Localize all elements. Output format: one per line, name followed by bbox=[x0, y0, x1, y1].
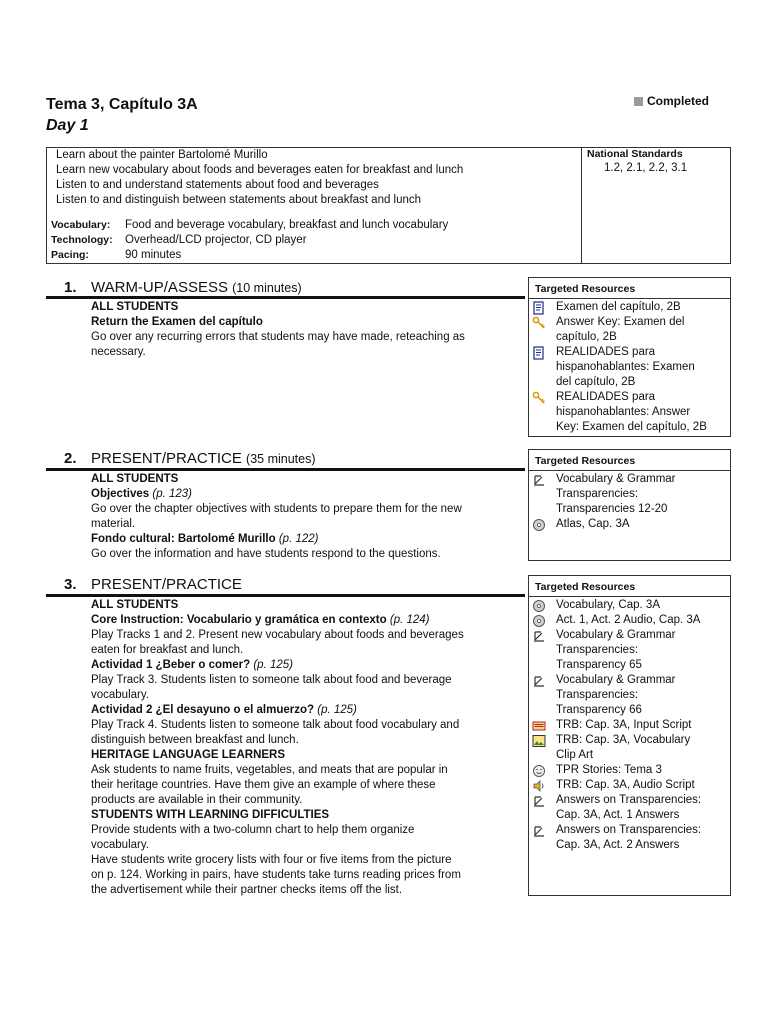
content-text: Play Tracks 1 and 2. Present new vocabulary about foods and beverages bbox=[91, 629, 464, 641]
section-3-rule bbox=[46, 594, 525, 597]
vocabulary-label: Vocabulary: bbox=[51, 219, 111, 231]
resource-line: Answer Key: Examen del bbox=[556, 316, 685, 328]
content-line bbox=[91, 778, 511, 793]
resource-line: Vocabulary & Grammar bbox=[556, 674, 676, 686]
objective-item: Learn new vocabulary about foods and beverages eaten for breakfast and lunch bbox=[56, 164, 464, 176]
resource-item[interactable] bbox=[532, 472, 728, 517]
resource-item[interactable] bbox=[532, 778, 728, 793]
resource-line: Cap. 3A, Act. 2 Answers bbox=[556, 839, 680, 851]
resource-text bbox=[556, 345, 695, 390]
content-line bbox=[91, 472, 511, 487]
resource-line: hispanohablantes: Examen bbox=[556, 361, 695, 373]
content-line bbox=[91, 643, 511, 658]
content-text: material. bbox=[91, 518, 136, 530]
objectives-divider bbox=[581, 147, 582, 264]
content-text: Go over the information and have students respond to the questions. bbox=[91, 548, 441, 560]
resource-text bbox=[556, 517, 630, 532]
resource-text bbox=[556, 300, 681, 315]
transparency-icon bbox=[532, 473, 546, 487]
document-icon bbox=[532, 301, 546, 315]
resource-text bbox=[556, 390, 707, 435]
resource-text bbox=[556, 778, 695, 793]
tpr-icon bbox=[532, 764, 546, 778]
section-3-resources-title: Targeted Resources bbox=[535, 581, 636, 593]
resource-line: Transparency 66 bbox=[556, 704, 642, 716]
resource-line: Transparency 65 bbox=[556, 659, 642, 671]
content-line bbox=[91, 688, 511, 703]
day-label: Day 1 bbox=[46, 117, 89, 134]
resource-line: del capítulo, 2B bbox=[556, 376, 636, 388]
section-1-title-text: WARM-UP/ASSESS bbox=[91, 279, 228, 296]
transparency-icon bbox=[532, 629, 546, 643]
content-text: products are available in their community. bbox=[91, 794, 303, 806]
section-1-resources-list bbox=[532, 300, 728, 435]
resource-line: hispanohablantes: Answer bbox=[556, 406, 691, 418]
content-line bbox=[91, 532, 511, 547]
content-line bbox=[91, 838, 511, 853]
section-3-resources-list bbox=[532, 598, 728, 853]
resource-text bbox=[556, 718, 692, 733]
section-1-title bbox=[91, 279, 302, 296]
resource-item[interactable] bbox=[532, 733, 728, 763]
content-text: the advertisement while their partner checks items off the list. bbox=[91, 884, 403, 896]
resource-text bbox=[556, 598, 660, 613]
standards-heading: National Standards bbox=[587, 148, 683, 160]
content-line bbox=[91, 598, 511, 613]
section-2-title-text: PRESENT/PRACTICE bbox=[91, 450, 242, 467]
content-line bbox=[91, 703, 511, 718]
section-2-rule bbox=[46, 468, 525, 471]
pacing-value: 90 minutes bbox=[125, 249, 182, 261]
content-text: Actividad 2 ¿El desayuno o el almuerzo? bbox=[91, 704, 315, 716]
resource-item[interactable] bbox=[532, 628, 728, 673]
section-2-resources-title: Targeted Resources bbox=[535, 455, 636, 467]
pacing-row bbox=[51, 248, 448, 263]
resource-line: Vocabulary, Cap. 3A bbox=[556, 599, 660, 611]
resource-item[interactable] bbox=[532, 613, 728, 628]
completed-checkbox-icon[interactable] bbox=[634, 97, 643, 106]
resource-item[interactable] bbox=[532, 598, 728, 613]
key-icon bbox=[532, 391, 546, 405]
resource-item[interactable] bbox=[532, 517, 728, 532]
content-text: distinguish between breakfast and lunch. bbox=[91, 734, 299, 746]
content-text: vocabulary. bbox=[91, 839, 149, 851]
resource-item[interactable] bbox=[532, 718, 728, 733]
content-text: Fondo cultural: Bartolomé Murillo bbox=[91, 533, 276, 545]
content-line bbox=[91, 300, 511, 315]
resource-line: TRB: Cap. 3A, Input Script bbox=[556, 719, 692, 731]
content-line bbox=[91, 345, 511, 360]
content-text: necessary. bbox=[91, 346, 146, 358]
content-line bbox=[91, 517, 511, 532]
resource-item[interactable] bbox=[532, 300, 728, 315]
resource-item[interactable] bbox=[532, 763, 728, 778]
section-3-number: 3. bbox=[64, 576, 77, 593]
content-text: Objectives bbox=[91, 488, 150, 500]
cd-icon bbox=[532, 599, 546, 613]
section-2-resources-list bbox=[532, 472, 728, 532]
section-1-resources-title: Targeted Resources bbox=[535, 283, 636, 295]
content-line bbox=[91, 868, 511, 883]
resource-text bbox=[556, 823, 701, 853]
resource-line: Cap. 3A, Act. 1 Answers bbox=[556, 809, 680, 821]
content-text: STUDENTS WITH LEARNING DIFFICULTIES bbox=[91, 809, 330, 821]
section-1-resources-divider bbox=[528, 298, 731, 299]
resource-line: TPR Stories: Tema 3 bbox=[556, 764, 662, 776]
page-reference: (p. 125) bbox=[253, 659, 293, 671]
resource-line: Act. 1, Act. 2 Audio, Cap. 3A bbox=[556, 614, 701, 626]
content-text: Go over the chapter objectives with students to prepare them for the new bbox=[91, 503, 462, 515]
vocabulary-value: Food and beverage vocabulary, breakfast and lunch vocabulary bbox=[125, 219, 449, 231]
content-line bbox=[91, 547, 511, 562]
page-reference: (p. 125) bbox=[317, 704, 357, 716]
section-3-content bbox=[91, 598, 511, 898]
content-text: HERITAGE LANGUAGE LEARNERS bbox=[91, 749, 286, 761]
completed-toggle[interactable] bbox=[634, 93, 709, 109]
section-3-title-text: PRESENT/PRACTICE bbox=[91, 576, 242, 593]
content-text: Actividad 1 ¿Beber o comer? bbox=[91, 659, 251, 671]
resource-line: Examen del capítulo, 2B bbox=[556, 301, 681, 313]
content-line bbox=[91, 748, 511, 763]
page-reference: (p. 123) bbox=[152, 488, 193, 500]
section-1-number: 1. bbox=[64, 279, 77, 296]
content-line bbox=[91, 853, 511, 868]
section-1-rule bbox=[46, 296, 525, 299]
resource-line: Transparencies: bbox=[556, 488, 639, 500]
page-title: Tema 3, Capítulo 3A bbox=[46, 96, 198, 113]
document-icon bbox=[532, 346, 546, 360]
content-text: on p. 124. Working in pairs, have students take turns reading prices from bbox=[91, 869, 461, 881]
completed-label: Completed bbox=[647, 94, 710, 108]
resource-item[interactable] bbox=[532, 315, 728, 345]
lesson-meta bbox=[51, 218, 448, 263]
cd-icon bbox=[532, 518, 546, 532]
resource-text bbox=[556, 628, 676, 673]
content-line bbox=[91, 823, 511, 838]
objective-item: Listen to and distinguish between statements about breakfast and lunch bbox=[56, 194, 422, 206]
resource-item[interactable] bbox=[532, 390, 728, 435]
resource-line: REALIDADES para bbox=[556, 391, 656, 403]
objectives-list bbox=[56, 148, 463, 208]
section-2-title bbox=[91, 450, 316, 467]
technology-row bbox=[51, 233, 448, 248]
content-line bbox=[91, 315, 511, 330]
content-text: ALL STUDENTS bbox=[91, 473, 179, 485]
section-3-title bbox=[91, 576, 242, 593]
resource-text bbox=[556, 315, 684, 345]
resource-line: capítulo, 2B bbox=[556, 331, 617, 343]
technology-label: Technology: bbox=[51, 234, 113, 246]
transparency-icon bbox=[532, 674, 546, 688]
content-line bbox=[91, 673, 511, 688]
vocabulary-row bbox=[51, 218, 448, 233]
resource-item[interactable] bbox=[532, 793, 728, 823]
content-text: eaten for breakfast and lunch. bbox=[91, 644, 244, 656]
resource-line: TRB: Cap. 3A, Audio Script bbox=[556, 779, 695, 791]
content-text: Have students write grocery lists with four or five items from the picture bbox=[91, 854, 452, 866]
standards-value: 1.2, 2.1, 2.2, 3.1 bbox=[604, 162, 688, 174]
section-1-content bbox=[91, 300, 511, 360]
content-text: Return the Examen del capítulo bbox=[91, 316, 263, 328]
key-icon bbox=[532, 316, 546, 330]
content-text: Core Instruction: Vocabulario y gramática en contexto bbox=[91, 614, 387, 626]
content-text: vocabulary. bbox=[91, 689, 149, 701]
resource-text bbox=[556, 673, 676, 718]
content-line bbox=[91, 628, 511, 643]
content-text: Ask students to name fruits, vegetables, and meats that are popular in bbox=[91, 764, 448, 776]
section-2-number: 2. bbox=[64, 450, 77, 467]
content-line bbox=[91, 330, 511, 345]
resource-line: TRB: Cap. 3A, Vocabulary bbox=[556, 734, 691, 746]
resource-line: Clip Art bbox=[556, 749, 594, 761]
content-text: ALL STUDENTS bbox=[91, 599, 179, 611]
section-2-content bbox=[91, 472, 511, 562]
transparency-icon bbox=[532, 794, 546, 808]
content-line bbox=[91, 502, 511, 517]
resource-line: REALIDADES para bbox=[556, 346, 656, 358]
content-line bbox=[91, 658, 511, 673]
content-line bbox=[91, 883, 511, 898]
script-icon bbox=[532, 719, 546, 733]
resource-line: Answers on Transparencies: bbox=[556, 824, 702, 836]
resource-item[interactable] bbox=[532, 345, 728, 390]
content-text: Go over any recurring errors that students may have made, reteaching as bbox=[91, 331, 465, 343]
objective-item: Listen to and understand statements about food and beverages bbox=[56, 179, 379, 191]
resource-text bbox=[556, 793, 701, 823]
content-text: ALL STUDENTS bbox=[91, 301, 179, 313]
page-reference: (p. 122) bbox=[278, 533, 319, 545]
pacing-label: Pacing: bbox=[51, 249, 89, 261]
content-text: Play Track 4. Students listen to someone talk about food vocabulary and bbox=[91, 719, 460, 731]
content-line bbox=[91, 718, 511, 733]
section-3-resources-divider bbox=[528, 596, 731, 597]
resource-item[interactable] bbox=[532, 823, 728, 853]
resource-item[interactable] bbox=[532, 673, 728, 718]
content-text: their heritage countries. Have them give an example of where these bbox=[91, 779, 436, 791]
resource-text bbox=[556, 733, 690, 763]
content-line bbox=[91, 487, 511, 502]
resource-line: Key: Examen del capítulo, 2B bbox=[556, 421, 707, 433]
content-line bbox=[91, 793, 511, 808]
content-text: Play Track 3. Students listen to someone talk about food and beverage bbox=[91, 674, 452, 686]
content-text: Provide students with a two-column chart to help them organize bbox=[91, 824, 415, 836]
page-reference: (p. 124) bbox=[389, 614, 430, 626]
audio-script-icon bbox=[532, 779, 546, 793]
resource-text bbox=[556, 763, 662, 778]
content-line bbox=[91, 733, 511, 748]
content-line bbox=[91, 763, 511, 778]
content-line bbox=[91, 613, 511, 628]
resource-line: Transparencies: bbox=[556, 644, 639, 656]
resource-text bbox=[556, 472, 676, 517]
objective-item: Learn about the painter Bartolomé Murillo bbox=[56, 149, 268, 161]
resource-line: Transparencies 12-20 bbox=[556, 503, 668, 515]
resource-line: Answers on Transparencies: bbox=[556, 794, 702, 806]
resource-line: Transparencies: bbox=[556, 689, 639, 701]
resource-line: Atlas, Cap. 3A bbox=[556, 518, 630, 530]
resource-line: Vocabulary & Grammar bbox=[556, 629, 676, 641]
resource-text bbox=[556, 613, 700, 628]
content-line bbox=[91, 808, 511, 823]
transparency-icon bbox=[532, 824, 546, 838]
section-2-resources-divider bbox=[528, 470, 731, 471]
clipart-icon bbox=[532, 734, 546, 748]
resource-line: Vocabulary & Grammar bbox=[556, 473, 676, 485]
section-1-minutes: (10 minutes) bbox=[232, 281, 302, 295]
cd-icon bbox=[532, 614, 546, 628]
section-2-minutes: (35 minutes) bbox=[246, 452, 316, 466]
technology-value: Overhead/LCD projector, CD player bbox=[125, 234, 307, 246]
